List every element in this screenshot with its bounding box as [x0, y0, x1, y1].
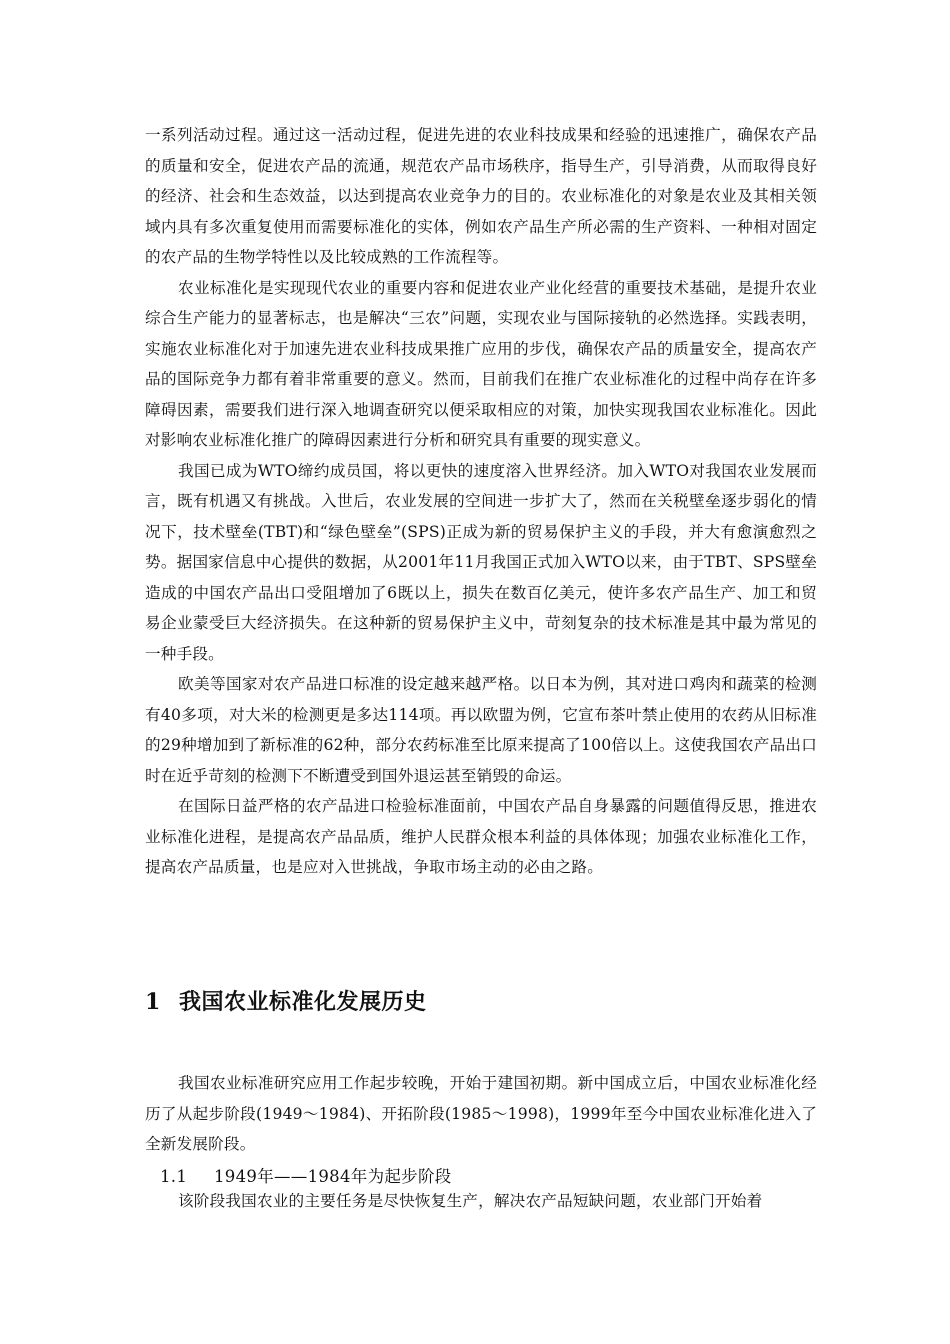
- section-number: 1: [145, 989, 161, 1015]
- paragraph-standardization-importance: 农业标准化是实现现代农业的重要内容和促进农业产业化经营的重要技术基础，是提升农业综合生产能力的显著标志，也是解决“三农”问题，实现农业与国际接轨的必然选择。实践表明，实施农业标准化对于加速先进农业科技成果推广应用的步伐，确保农产品的质量安全，提高农产品的国际竞争力都有着非常重要的意义。然而，目前我们在推广农业标准化的过程中尚存在许多障碍因素，需要我们进行深入地调查研究以便采取相应的对策，加快实现我国农业标准化。因此对影响农业标准化推广的障碍因素进行分析和研究具有重要的现实意义。: [145, 278, 817, 449]
- paragraph-history-overview: 我国农业标准研究应用工作起步较晚，开始于建国初期。新中国成立后，中国农业标准化经历了从起步阶段(1949～1984)、开拓阶段(1985～1998)，1999年至今中国农业标准化进入了全新发展阶段。: [145, 1074, 817, 1153]
- paragraph-wto-challenges: 我国已成为WTO缔约成员国，将以更快的速度溶入世界经济。加入WTO对我国农业发展而言，既有机遇又有挑战。入世后，农业发展的空间进一步扩大了，然而在关税壁垒逐步弱化的情况下，技术壁垒(TBT)和“绿色壁垒”(SPS)正成为新的贸易保护主义的手段，并大有愈演愈烈之势。据国家信息中心提供的数据，从2001年11月我国正式加入WTO以来，由于TBT、SPS壁垒造成的中国农产品出口受阻增加了6既以上，损失在数百亿美元，使许多农产品生产、加工和贸易企业蒙受巨大经济损失。在这种新的贸易保护主义中，苛刻复杂的技术标准是其中最为常见的一种手段。: [145, 461, 817, 663]
- paragraph-standardization-definition: 一系列活动过程。通过这一活动过程，促进先进的农业科技成果和经验的迅速推广，确保农产品的质量和安全，促进农产品的流通，规范农产品市场秩序，指导生产，引导消费，从而取得良好的经济、社会和生态效益，以达到提高农业竞争力的目的。农业标准化的对象是农业及其相关领域内具有多次重复使用而需要标准化的实体，例如农产品生产所必需的生产资料、一种相对固定的农产品的生物学特性以及比较成熟的工作流程等。: [145, 126, 817, 266]
- section-heading-1: [145, 985, 427, 1016]
- paragraph-initial-stage: 该阶段我国农业的主要任务是尽快恢复生产，解决农产品短缺问题，农业部门开始着: [178, 1192, 763, 1210]
- subsection-1-1-text-block: [145, 1188, 817, 1214]
- subsection-number: 1.1: [160, 1167, 188, 1186]
- subsection-title: 1949年——1984年为起步阶段: [214, 1167, 452, 1186]
- paragraph-reflection: 在国际日益严格的农产品进口检验标准面前，中国农产品自身暴露的问题值得反思，推进农业标准化进程，是提高农产品品质，维护人民群众根本利益的具体体现；加强农业标准化工作，提高农产品质量，也是应对入世挑战，争取市场主动的必由之路。: [145, 797, 817, 876]
- section-title: 我国农业标准化发展历史: [179, 989, 427, 1015]
- subsection-heading-1-1: [160, 1163, 452, 1187]
- section-1-text-block: [145, 1068, 817, 1160]
- paragraph-import-standards: 欧美等国家对农产品进口标准的设定越来越严格。以日本为例，其对进口鸡肉和蔬菜的检测有40多项，对大米的检测更是多达114项。再以欧盟为例，它宣布茶叶禁止使用的农药从旧标准的29种增加到了新标准的62种，部分农药标准至比原来提高了100倍以上。这使我国农产品出口时在近乎苛刻的检测下不断遭受到国外退运甚至销毁的命运。: [145, 675, 817, 785]
- intro-text-block: [145, 120, 817, 883]
